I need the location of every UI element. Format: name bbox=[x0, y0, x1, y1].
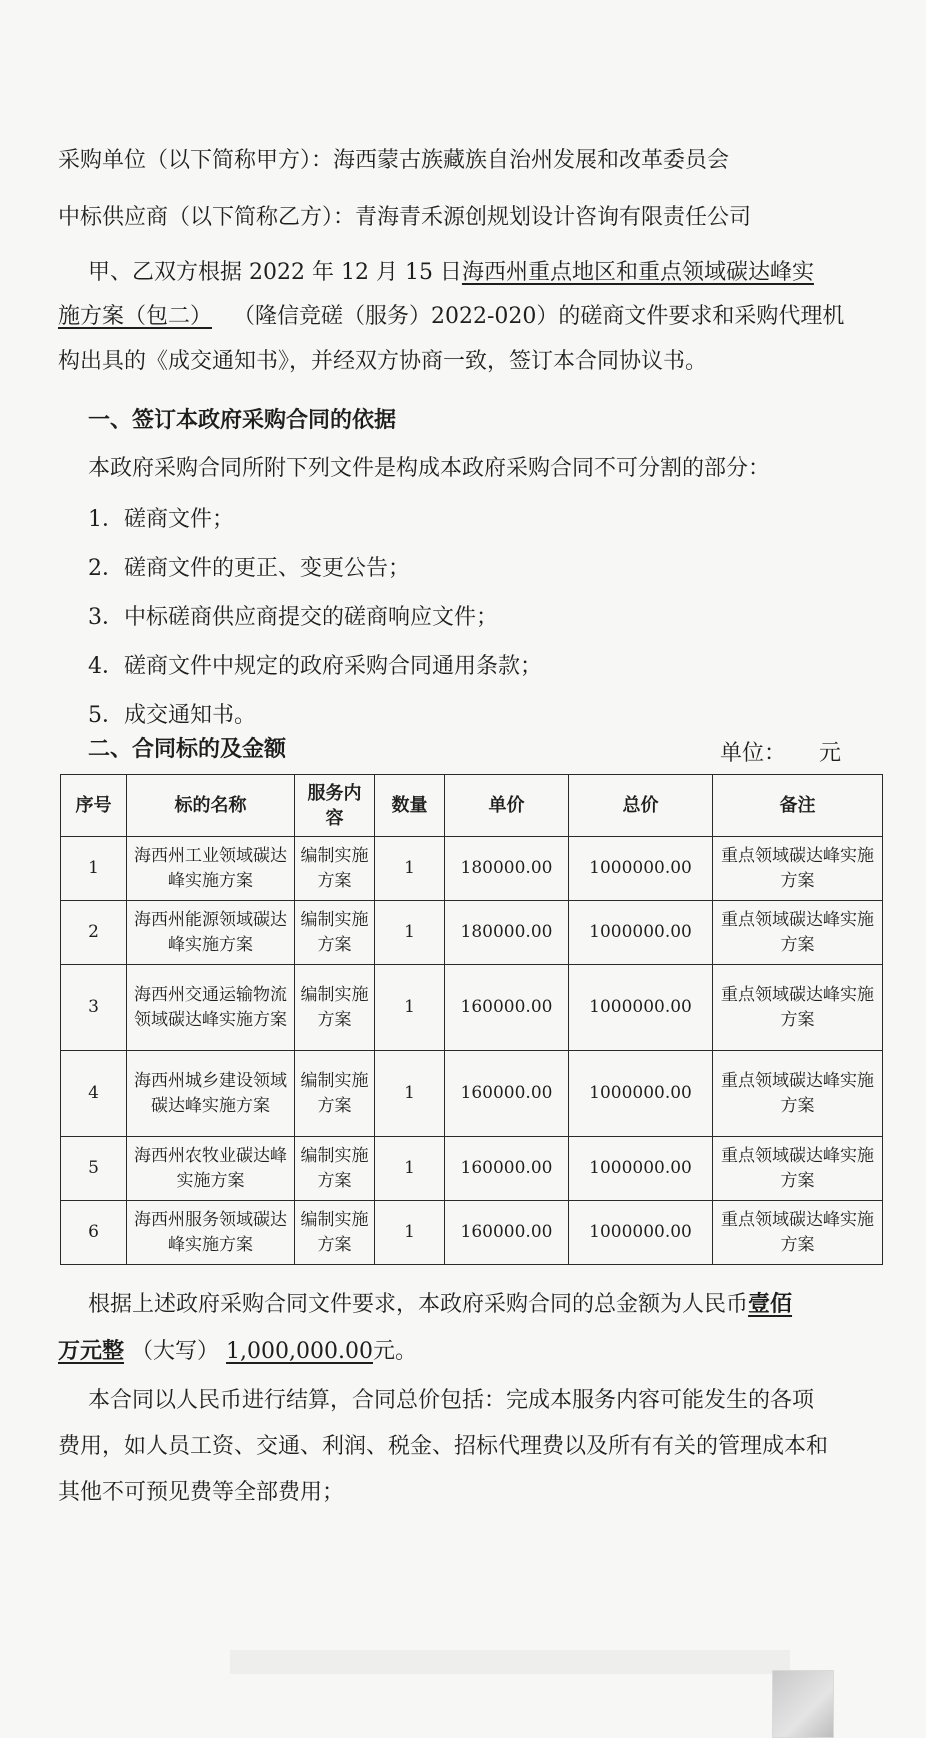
settlement-line-1: 本合同以人民币进行结算，合同总价包括：完成本服务内容可能发生的各项 bbox=[88, 1388, 815, 1413]
cell-item-name: 海西州农牧业碳达峰实施方案 bbox=[127, 1137, 295, 1201]
cell-total-price: 1000000.00 bbox=[569, 901, 713, 965]
cell-remarks: 重点领域碳达峰实施方案 bbox=[713, 1051, 883, 1137]
cell-total-price: 1000000.00 bbox=[569, 965, 713, 1051]
cell-unit-price: 160000.00 bbox=[445, 1201, 569, 1265]
cell-service: 编制实施方案 bbox=[295, 965, 375, 1051]
header-remarks: 备注 bbox=[713, 775, 883, 837]
header-unit-price: 单价 bbox=[445, 775, 569, 837]
cell-quantity: 1 bbox=[375, 1137, 445, 1201]
table-header-row bbox=[61, 775, 883, 837]
table-row bbox=[61, 901, 883, 965]
cell-quantity: 1 bbox=[375, 1201, 445, 1265]
capital-label: （大写） bbox=[131, 1339, 220, 1364]
cell-item-name: 海西州工业领域碳达峰实施方案 bbox=[127, 837, 295, 901]
header-total-price: 总价 bbox=[569, 775, 713, 837]
cell-unit-price: 160000.00 bbox=[445, 965, 569, 1051]
header-quantity: 数量 bbox=[375, 775, 445, 837]
purchaser-line: 采购单位（以下简称甲方）：海西蒙古族藏族自治州发展和改革委员会 bbox=[58, 148, 730, 173]
cell-item-name: 海西州服务领域碳达峰实施方案 bbox=[127, 1201, 295, 1265]
settlement-line-3: 其他不可预见费等全部费用； bbox=[58, 1480, 345, 1505]
cell-service: 编制实施方案 bbox=[295, 837, 375, 901]
cell-remarks: 重点领域碳达峰实施方案 bbox=[713, 1201, 883, 1265]
settlement-line-2: 费用，如人员工资、交通、利润、税金、招标代理费以及所有有关的管理成本和 bbox=[58, 1434, 829, 1459]
documents-intro: 本政府采购合同所附下列文件是构成本政府采购合同不可分割的部分： bbox=[88, 456, 771, 481]
header-item-name: 标的名称 bbox=[127, 775, 295, 837]
basis-date-text: 甲、乙双方根据 2022 年 12 月 15 日 bbox=[88, 260, 462, 285]
cell-quantity: 1 bbox=[375, 965, 445, 1051]
cell-remarks: 重点领域碳达峰实施方案 bbox=[713, 837, 883, 901]
cell-quantity: 1 bbox=[375, 1051, 445, 1137]
header-index: 序号 bbox=[61, 775, 127, 837]
table-row bbox=[61, 837, 883, 901]
cell-quantity: 1 bbox=[375, 837, 445, 901]
cell-total-price: 1000000.00 bbox=[569, 1051, 713, 1137]
section-heading-2: 二、合同标的及金额 bbox=[88, 736, 287, 762]
cell-index: 5 bbox=[61, 1137, 127, 1201]
cell-index: 2 bbox=[61, 901, 127, 965]
cell-remarks: 重点领域碳达峰实施方案 bbox=[713, 1137, 883, 1201]
page-thumbnail[interactable] bbox=[772, 1670, 834, 1738]
cell-service: 编制实施方案 bbox=[295, 1201, 375, 1265]
cell-index: 4 bbox=[61, 1051, 127, 1137]
total-amount-line-1 bbox=[88, 1289, 908, 1320]
cell-unit-price: 160000.00 bbox=[445, 1137, 569, 1201]
cell-service: 编制实施方案 bbox=[295, 1051, 375, 1137]
header-service: 服务内容 bbox=[295, 775, 375, 837]
table-row bbox=[61, 965, 883, 1051]
cell-unit-price: 160000.00 bbox=[445, 1051, 569, 1137]
list-item: 5．成交通知书。 bbox=[88, 703, 256, 728]
project-code-text: （隆信竞磋（服务）2022-020）的磋商文件要求和采购代理机 bbox=[233, 304, 845, 329]
cell-item-name: 海西州能源领域碳达峰实施方案 bbox=[127, 901, 295, 965]
cell-service: 编制实施方案 bbox=[295, 1137, 375, 1201]
basis-paragraph-line-2 bbox=[58, 302, 878, 332]
project-name-part2: 施方案（包二） bbox=[58, 304, 213, 329]
cell-quantity: 1 bbox=[375, 901, 445, 965]
list-item: 2．磋商文件的更正、变更公告； bbox=[88, 556, 410, 581]
basis-paragraph-line-1 bbox=[88, 258, 908, 288]
cell-index: 1 bbox=[61, 837, 127, 901]
table-row bbox=[61, 1201, 883, 1265]
cell-remarks: 重点领域碳达峰实施方案 bbox=[713, 901, 883, 965]
total-amount-figure: 1,000,000.00 bbox=[226, 1339, 373, 1364]
list-item: 4．磋商文件中规定的政府采购合同通用条款； bbox=[88, 654, 542, 679]
total-amount-line-2 bbox=[58, 1336, 878, 1367]
section-heading-1: 一、签订本政府采购合同的依据 bbox=[88, 407, 397, 433]
list-item: 1．磋商文件； bbox=[88, 507, 234, 532]
cell-unit-price: 180000.00 bbox=[445, 901, 569, 965]
table-row bbox=[61, 1051, 883, 1137]
cell-index: 3 bbox=[61, 965, 127, 1051]
cell-item-name: 海西州交通运输物流领域碳达峰实施方案 bbox=[127, 965, 295, 1051]
cell-index: 6 bbox=[61, 1201, 127, 1265]
project-name-part1: 海西州重点地区和重点领域碳达峰实 bbox=[461, 260, 814, 285]
total-amount-words-part2: 万元整 bbox=[58, 1338, 125, 1364]
cell-total-price: 1000000.00 bbox=[569, 1137, 713, 1201]
unit-label: 单位： 元 bbox=[720, 741, 842, 766]
cell-total-price: 1000000.00 bbox=[569, 837, 713, 901]
total-amount-words-part1: 壹佰 bbox=[748, 1291, 793, 1317]
cell-item-name: 海西州城乡建设领域碳达峰实施方案 bbox=[127, 1051, 295, 1137]
total-amount-text: 根据上述政府采购合同文件要求，本政府采购合同的总金额为人民币 bbox=[88, 1292, 749, 1317]
table-row bbox=[61, 1137, 883, 1201]
cell-service: 编制实施方案 bbox=[295, 901, 375, 965]
cell-unit-price: 180000.00 bbox=[445, 837, 569, 901]
cell-total-price: 1000000.00 bbox=[569, 1201, 713, 1265]
currency-suffix: 元。 bbox=[372, 1339, 417, 1364]
basis-paragraph-line-3: 构出具的《成交通知书》，并经双方协商一致，签订本合同协议书。 bbox=[58, 349, 708, 374]
scan-shadow bbox=[230, 1650, 790, 1674]
supplier-line: 中标供应商（以下简称乙方）：青海青禾源创规划设计咨询有限责任公司 bbox=[58, 205, 752, 230]
cell-remarks: 重点领域碳达峰实施方案 bbox=[713, 965, 883, 1051]
list-item: 3．中标磋商供应商提交的磋商响应文件； bbox=[88, 605, 498, 630]
contract-items-table bbox=[60, 774, 883, 1265]
